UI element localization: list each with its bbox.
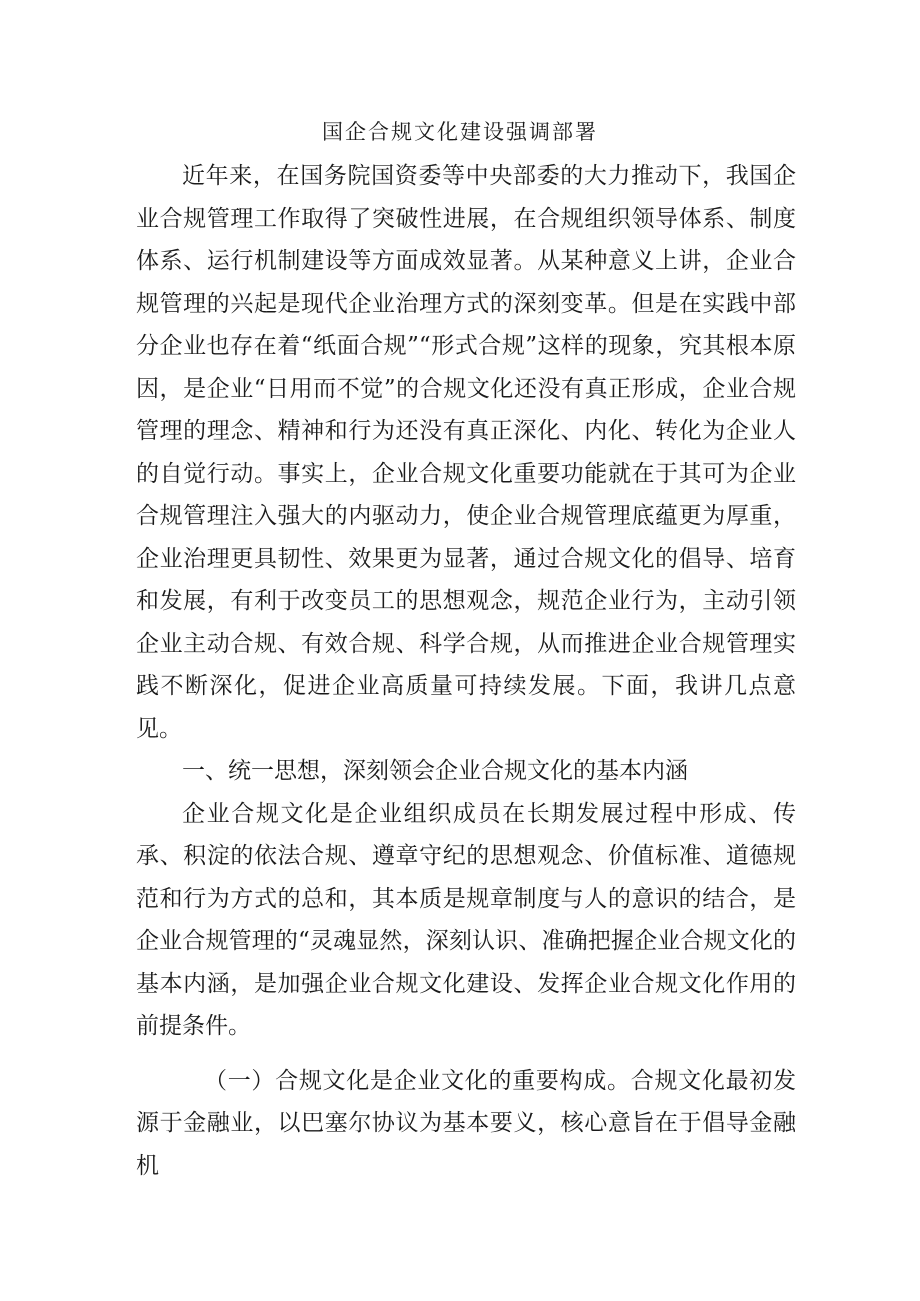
document-title: 国企合规文化建设强调部署 (322, 120, 598, 144)
document-body (136, 155, 796, 1187)
intro-paragraph: 近年来，在国务院国资委等中央部委的大力推动下，我国企业合规管理工作取得了突破性进展，在合规组织领导体系、制度体系、运行机制建设等方面成效显著。从某种意义上讲，企业合规管理的兴起是现代企业治理方式的深刻变革。但是在实践中部分企业也存在着“纸面合规”“形式合规”这样的现象，究其根本原因，是企业“日用而不觉”的合规文化还没有真正形成，企业合规管理的理念、精神和行为还没有真正深化、内化、转化为企业人的自觉行动。事实上，企业合规文化重要功能就在于其可为企业合规管理注入强大的内驱动力，使企业合规管理底蕴更为厚重，企业治理更具韧性、效果更为显著，通过合规文化的倡导、培育和发展，有利于改变员工的思想观念，规范企业行为，主动引领企业主动合规、有效合规、科学合规，从而推进企业合规管理实践不断深化，促进企业高质量可持续发展。下面，我讲几点意见。 (136, 163, 796, 742)
section-paragraph: 企业合规文化是企业组织成员在长期发展过程中形成、传承、积淀的依法合规、遵章守纪的思想观念、价值标准、道德规范和行为方式的总和，其本质是规章制度与人的意识的结合，是企业合规管理的“灵魂显然，深刻认识、准确把握企业合规文化的基本内涵，是加强企业合规文化建设、发挥企业合规文化作用的前提条件。 (136, 800, 796, 1039)
section-heading: 一、统一思想，深刻领会企业合规文化的基本内涵 (182, 758, 688, 784)
subsection-paragraph: （一）合规文化是企业文化的重要构成。合规文化最初发源于金融业，以巴塞尔协议为基本要义，核心意旨在于倡导金融机 (136, 1067, 796, 1179)
